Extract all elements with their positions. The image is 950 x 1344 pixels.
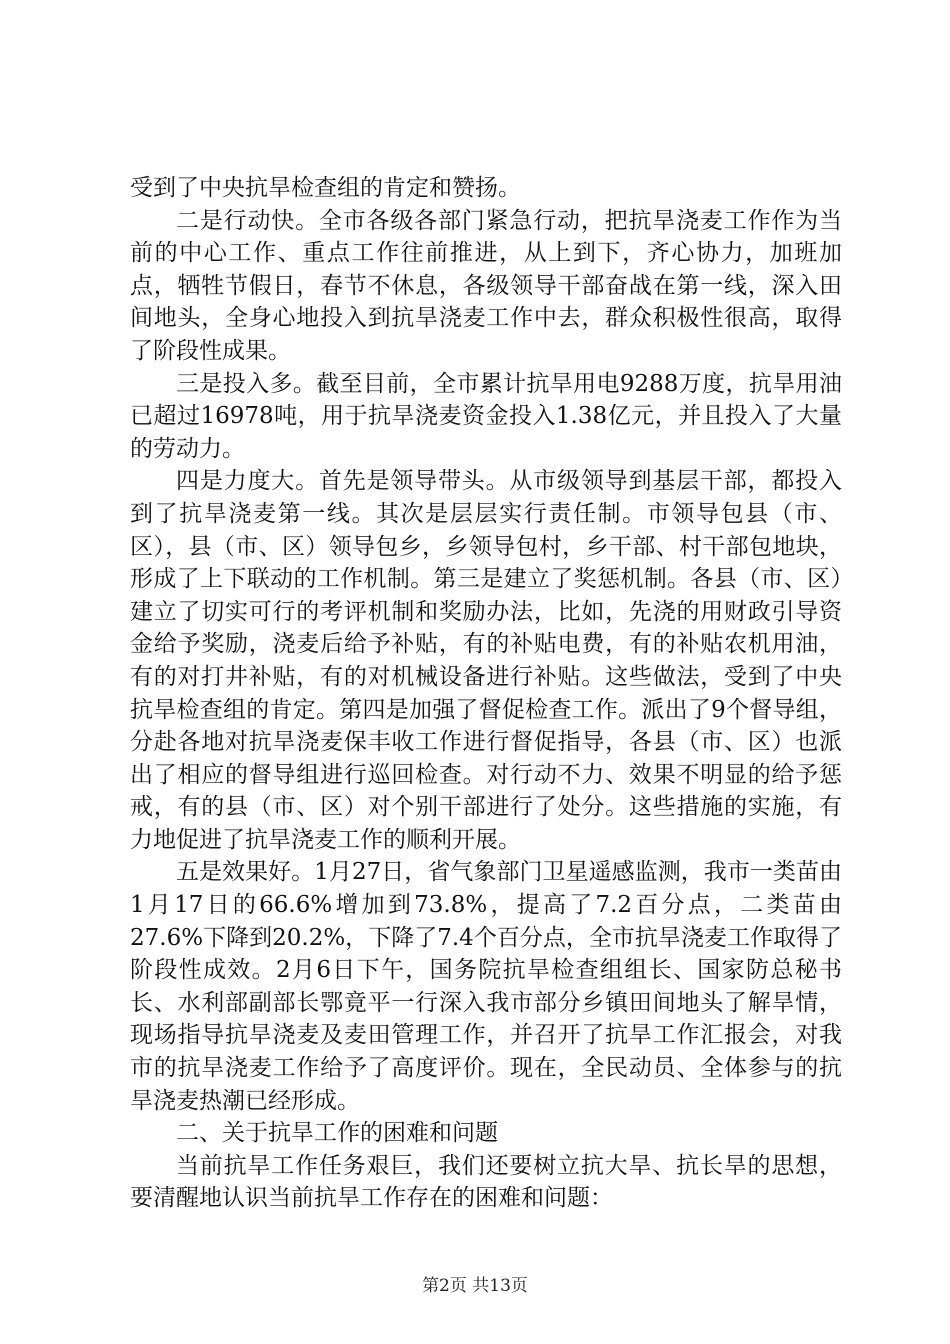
paragraph-strength: 四是力度大。首先是领导带头。从市级领导到基层干部，都投入到了抗旱浇麦第一线。其次是层层实行责任制。市领导包县（市、区），县（市、区）领导包乡，乡领导包村，乡干部、村干部包地块，形成了上下联动的工作机制。第三是建立了奖惩机制。各县（市、区）建立了切实可行的考评机制和奖励办法，比如，先浇的用财政引导资金给予奖励，浇麦后给予补贴，有的补贴电费，有的补贴农机用油，有的对打井补贴，有的对机械设备进行补贴。这些做法，受到了中央抗旱检查组的肯定。第四是加强了督促检查工作。派出了9个督导组，分赴各地对抗旱浇麦保丰收工作进行督促指导，各县（市、区）也派出了相应的督导组进行巡回检查。对行动不力、效果不明显的给予惩戒，有的县（市、区）对个别干部进行了处分。这些措施的实施，有力地促进了抗旱浇麦工作的顺利开展。 [130,468,842,853]
paragraph-continuation: 受到了中央抗旱检查组的肯定和赞扬。 [130,175,521,201]
paragraph-investment: 三是投入多。截至目前，全市累计抗旱用电9288万度，抗旱用油已超过16978吨，用于抗旱浇麦资金投入1.38亿元，并且投入了大量的劳动力。 [130,370,842,462]
document-body [130,172,842,1215]
page-footer: 第2页 共13页 [422,1276,528,1296]
paragraph-results: 五是效果好。1月27日，省气象部门卫星遥感监测，我市一类苗由1月17日的66.6%增加到73.8%，提高了7.2百分点，二类苗由27.6%下降到20.2%，下降了7.4个百分点，全市抗旱浇麦工作取得了阶段性成效。2月6日下午，国务院抗旱检查组组长、国家防总秘书长、水利部副部长鄂竟平一行深入我市部分乡镇田间地头了解旱情，现场指导抗旱浇麦及麦田管理工作，并召开了抗旱工作汇报会，对我市的抗旱浇麦工作给予了高度评价。现在，全民动员、全体参与的抗旱浇麦热潮已经形成。 [130,859,842,1114]
paragraph-action-fast: 二是行动快。全市各级各部门紧急行动，把抗旱浇麦工作作为当前的中心工作、重点工作往前推进，从上到下，齐心协力，加班加点，牺牲节假日，春节不休息，各级领导干部奋战在第一线，深入田间地头，全身心地投入到抗旱浇麦工作中去，群众积极性很高，取得了阶段性成果。 [130,207,842,364]
paragraph-current-tasks: 当前抗旱工作任务艰巨，我们还要树立抗大旱、抗长旱的思想，要清醒地认识当前抗旱工作存在的困难和问题： [130,1152,842,1212]
section-heading-difficulties: 二、关于抗旱工作的困难和问题 [176,1120,498,1147]
